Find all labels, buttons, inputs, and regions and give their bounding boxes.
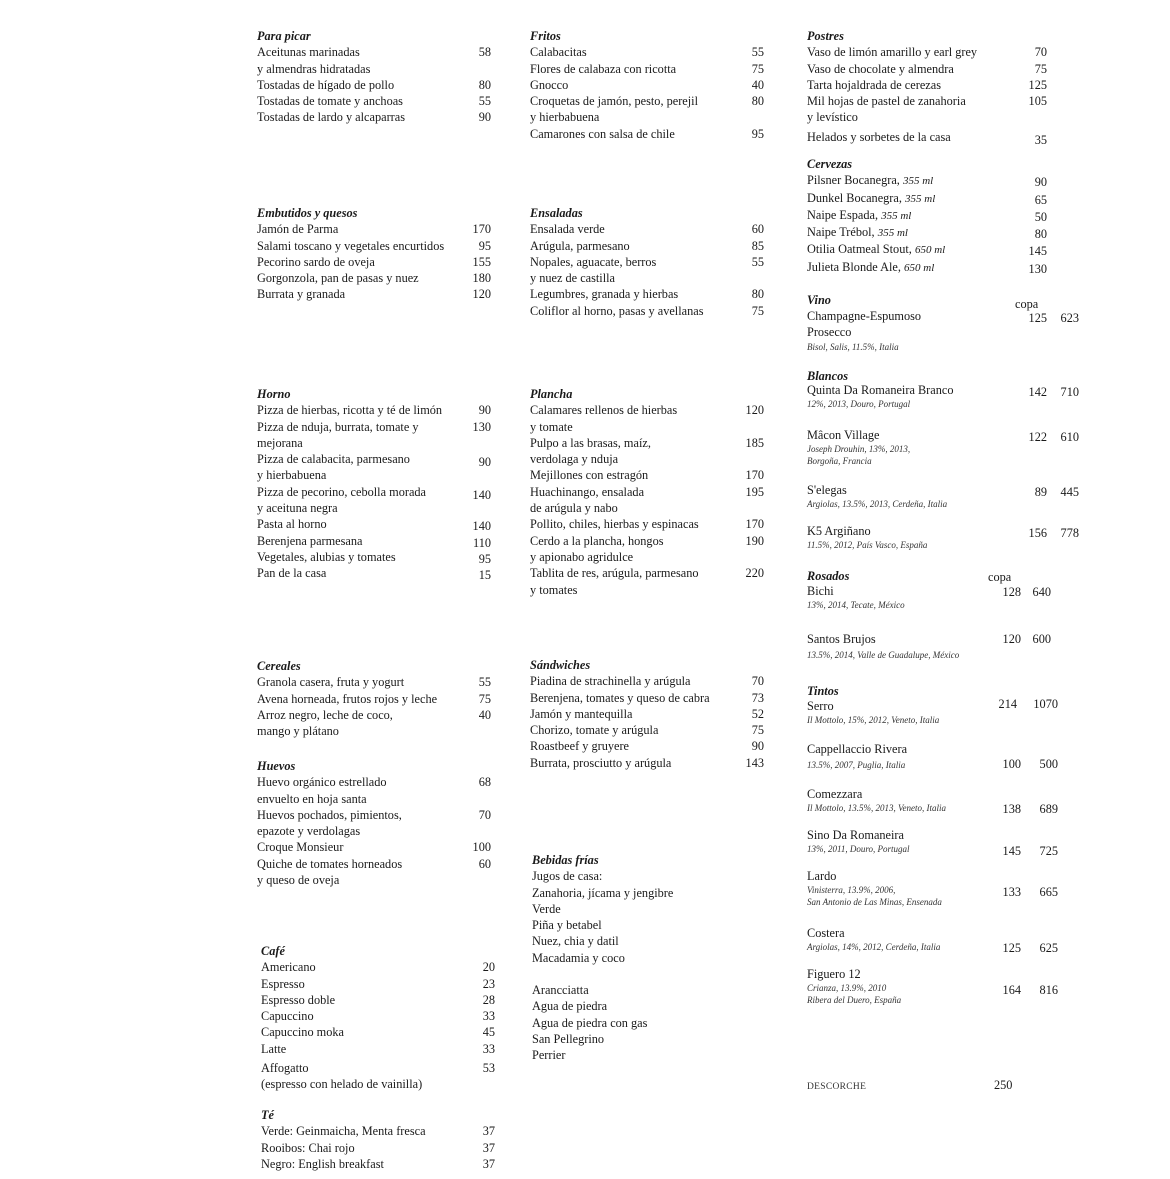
section-tintos <box>807 683 839 699</box>
drink-line: Arancciatta <box>532 983 589 998</box>
section-horno <box>257 386 517 582</box>
beer-item: Otilia Oatmeal Stout, 650 ml 145 <box>807 242 1047 259</box>
menu-item: Gorgonzola, pan de pasas y nuez 180 <box>257 271 491 286</box>
menu-item: Pecorino sardo de oveja 155 <box>257 254 491 269</box>
drink-line: Agua de piedra <box>532 999 608 1014</box>
menu-item: de arúgula y nabo <box>530 501 618 516</box>
section-title: Tintos <box>807 684 839 698</box>
section-sandwiches <box>530 657 790 771</box>
section-bebidas <box>532 852 792 1064</box>
menu-item: Pollito, chiles, hierbas y espinacas 170 <box>530 517 764 532</box>
menu-item: y tomate <box>530 419 573 434</box>
wine-item: Comezzara Il Mottolo, 13.5%, 2013, Veneto, Italia 138 689 <box>807 787 1058 816</box>
menu-item: Affogatto 53 <box>261 1061 495 1076</box>
menu-item: Vaso de limón amarillo y earl grey 70 <box>807 45 1047 60</box>
menu-item: Negro: English breakfast 37 <box>261 1156 495 1171</box>
menu-item: (espresso con helado de vainilla) <box>261 1077 423 1092</box>
menu-item: Capuccino 33 <box>261 1009 495 1024</box>
menu-item: Capuccino moka 45 <box>261 1025 495 1040</box>
drink-line: Agua de piedra con gas <box>532 1015 648 1030</box>
section-title: Té <box>261 1108 274 1122</box>
menu-item: Arúgula, parmesano 85 <box>530 238 764 253</box>
section-title: Fritos <box>530 29 561 43</box>
drink-line: San Pellegrino <box>532 1031 605 1046</box>
menu-item: Quiche de tomates horneados 60 <box>257 856 491 871</box>
menu-item: y aceituna negra <box>257 501 338 516</box>
wine-item: Mâcon Village Joseph Drouhin, 13%, 2013, Borgoña, Francia 122 610 <box>807 428 1079 467</box>
menu-item: Pasta al horno 140 <box>257 517 491 534</box>
section-title: Bebidas frías <box>532 853 599 867</box>
menu-item: Legumbres, granada y hierbas 80 <box>530 287 764 302</box>
descorche-label: DESCORCHE <box>807 1082 867 1092</box>
menu-item: Pizza de pecorino, cebolla morada 140 <box>257 484 491 502</box>
section-title: Rosados <box>807 569 850 583</box>
beer-item: Naipe Espada, 355 ml 50 <box>807 207 1047 224</box>
beer-item: Julieta Blonde Ale, 650 ml 130 <box>807 259 1047 276</box>
menu-item: mango y plátano <box>257 724 339 739</box>
menu-item: Pan de la casa 15 <box>257 566 491 583</box>
menu-item: Camarones con salsa de chile 95 <box>530 126 764 141</box>
menu-item: Mil hojas de pastel de zanahoria 105 <box>807 94 1047 109</box>
menu-item: Gnocco 40 <box>530 77 764 92</box>
section-postres <box>807 28 1067 145</box>
menu-item: Tostadas de hígado de pollo 80 <box>257 77 491 92</box>
menu-item: Vaso de chocolate y almendra 75 <box>807 61 1047 76</box>
menu-item: Pulpo a las brasas, maíz, 185 <box>530 435 764 450</box>
menu-item: Huevos pochados, pimientos, 70 <box>257 807 491 822</box>
menu-item: Pizza de hierbas, ricotta y té de limón 90 <box>257 403 491 418</box>
section-title: Vino <box>807 293 831 307</box>
menu-item: Berenjena parmesana 110 <box>257 533 491 550</box>
wine-item: Cappellaccio Rivera 13.5%, 2007, Puglia, Italia 100 500 <box>807 742 1058 771</box>
menu-item: Piadina de strachinella y arúgula 70 <box>530 674 764 689</box>
wine-item: Quinta Da Romaneira Branco 12%, 2013, Douro, Portugal 142 710 <box>807 383 1079 410</box>
section-title: Huevos <box>257 759 296 773</box>
menu-item: Berenjena, tomates y queso de cabra 73 <box>530 690 764 705</box>
menu-item: y levístico <box>807 110 858 125</box>
menu-item: Helados y sorbetes de la casa 35 <box>807 129 1047 147</box>
menu-item: Huevo orgánico estrellado 68 <box>257 775 491 790</box>
descorche-price: 250 <box>994 1078 1013 1092</box>
wine-item: Sino Da Romaneira 13%, 2011, Douro, Portugal 145 725 <box>807 828 1058 858</box>
section-title: Horno <box>257 387 291 401</box>
menu-item: Burrata, prosciutto y arúgula 143 <box>530 755 764 770</box>
section-title: Sándwiches <box>530 658 591 672</box>
menu-item: Croque Monsieur 100 <box>257 840 491 855</box>
menu-item: Flores de calabaza con ricotta 75 <box>530 61 764 76</box>
wine-item: Lardo Vinisterra, 13.9%, 2006, San Antonio de Las Minas, Ensenada 133 665 <box>807 869 1058 908</box>
section-fritos <box>530 28 790 142</box>
menu-item: Calamares rellenos de hierbas 120 <box>530 403 764 418</box>
section-ensaladas <box>530 205 790 319</box>
menu-item: Tablita de res, arúgula, parmesano 220 <box>530 566 764 581</box>
menu-item: Mejillones con estragón 170 <box>530 468 764 483</box>
menu-item: Nopales, aguacate, berros 55 <box>530 254 764 269</box>
section-cafe <box>261 943 521 1093</box>
beer-item: Pilsner Bocanegra, 355 ml 90 <box>807 173 1047 190</box>
wine-item: Bichi 13%, 2014, Tecate, México 128 640 <box>807 584 1051 611</box>
menu-item: Chorizo, tomate y arúgula 75 <box>530 723 764 738</box>
menu-item: verdolaga y nduja <box>530 452 619 467</box>
section-title: Ensaladas <box>530 206 583 220</box>
wine-item: Figuero 12 Crianza, 13.9%, 2010 Ribera del Duero, España 164 816 <box>807 967 1058 1006</box>
copa-label: copa <box>988 570 1012 584</box>
copa-label: copa <box>1015 297 1039 311</box>
drink-line: Piña y betabel <box>532 918 602 933</box>
menu-item: Coliflor al horno, pasas y avellanas 75 <box>530 303 764 318</box>
section-vino <box>807 292 831 308</box>
menu-item: Pizza de calabacita, parmesano 90 <box>257 452 491 470</box>
section-title: Cervezas <box>807 157 853 171</box>
wine-item: Costera Argiolas, 14%, 2012, Cerdeña, Italia 125 625 <box>807 926 1058 955</box>
section-para-picar <box>257 28 517 126</box>
menu-item: Roastbeef y gruyere 90 <box>530 739 764 754</box>
drink-line: Perrier <box>532 1048 566 1063</box>
drink-line: Macadamia y coco <box>532 950 625 965</box>
menu-item: Huachinango, ensalada 195 <box>530 484 764 499</box>
spacer <box>532 966 792 982</box>
section-cervezas <box>807 156 1067 276</box>
menu-item: y tomates <box>530 582 578 597</box>
section-cereales <box>257 658 517 739</box>
menu-item: Tostadas de lardo y alcaparras 90 <box>257 110 491 125</box>
menu-item: y hierbabuena <box>530 110 600 125</box>
menu-item: Cerdo a la plancha, hongos 190 <box>530 533 764 548</box>
beer-item: Naipe Trébol, 355 ml 80 <box>807 225 1047 242</box>
menu-item: Tarta hojaldrada de cerezas 125 <box>807 77 1047 92</box>
drink-line: Zanahoria, jícama y jengibre <box>532 885 674 900</box>
menu-item: mejorana <box>257 435 303 450</box>
menu-item: Vegetales, alubias y tomates 95 <box>257 549 491 566</box>
menu-item: Calabacitas 55 <box>530 45 764 60</box>
menu-item: y hierbabuena <box>257 468 327 483</box>
menu-item: Verde: Geinmaicha, Menta fresca 37 <box>261 1124 495 1139</box>
wine-item: Champagne-Espumoso Prosecco Bisol, Salis, 11.5%, Italia 125 623 <box>807 309 1079 352</box>
menu-item: envuelto en hoja santa <box>257 791 367 806</box>
menu-item: Aceitunas marinadas 58 <box>257 45 491 60</box>
menu-item: y queso de oveja <box>257 873 340 888</box>
drink-line: Nuez, chia y datil <box>532 934 619 949</box>
section-title: Plancha <box>530 387 573 401</box>
section-embutidos <box>257 205 517 303</box>
menu-item: Americano 20 <box>261 960 495 975</box>
menu-item: Espresso doble 28 <box>261 992 495 1007</box>
wine-item: Serro Il Mottolo, 15%, 2012, Veneto, Italia 214 1070 <box>807 697 1058 726</box>
section-title: Cereales <box>257 659 301 673</box>
section-rosados <box>807 568 849 584</box>
section-title: Café <box>261 944 285 958</box>
menu-item: Pizza de nduja, burrata, tomate y 130 <box>257 419 491 434</box>
menu-item: Jamón y mantequilla 52 <box>530 706 764 721</box>
section-title: Postres <box>807 29 844 43</box>
drink-line: Verde <box>532 901 561 916</box>
section-title: Embutidos y quesos <box>257 206 358 220</box>
menu-item: Rooibos: Chai rojo 37 <box>261 1140 495 1155</box>
drink-line: Jugos de casa: <box>532 869 603 884</box>
wine-item: K5 Argiñano 11.5%, 2012, País Vasco, España 156 778 <box>807 524 1079 551</box>
menu-item: Avena horneada, frutos rojos y leche 75 <box>257 691 491 706</box>
section-title: Blancos <box>807 369 848 383</box>
beer-item: Dunkel Bocanegra, 355 ml 65 <box>807 190 1047 207</box>
menu-item: Granola casera, fruta y yogurt 55 <box>257 675 491 690</box>
menu-item: Salami toscano y vegetales encurtidos 95 <box>257 238 491 253</box>
menu-item: y nuez de castilla <box>530 271 616 286</box>
section-huevos <box>257 758 517 888</box>
menu-item: y almendras hidratadas <box>257 61 371 76</box>
section-title: Para picar <box>257 29 311 43</box>
menu-item: Croquetas de jamón, pesto, perejil 80 <box>530 94 764 109</box>
section-plancha <box>530 386 790 598</box>
menu-item: y apionabo agridulce <box>530 549 634 564</box>
menu-item: epazote y verdolagas <box>257 824 361 839</box>
menu-item: Latte 33 <box>261 1041 495 1056</box>
menu-item: Tostadas de tomate y anchoas 55 <box>257 94 491 109</box>
wine-item: Santos Brujos 13.5%, 2014, Valle de Guadalupe, México 120 600 <box>807 632 1051 661</box>
menu-item: Arroz negro, leche de coco, 40 <box>257 707 491 722</box>
menu-item: Burrata y granada 120 <box>257 287 491 302</box>
wine-item: S'elegas Argiolas, 13.5%, 2013, Cerdeña, Italia 89 445 <box>807 483 1079 510</box>
menu-item: Ensalada verde 60 <box>530 222 764 237</box>
menu-item: Espresso 23 <box>261 976 495 991</box>
menu-item: Jamón de Parma 170 <box>257 222 491 237</box>
section-te <box>261 1107 521 1172</box>
